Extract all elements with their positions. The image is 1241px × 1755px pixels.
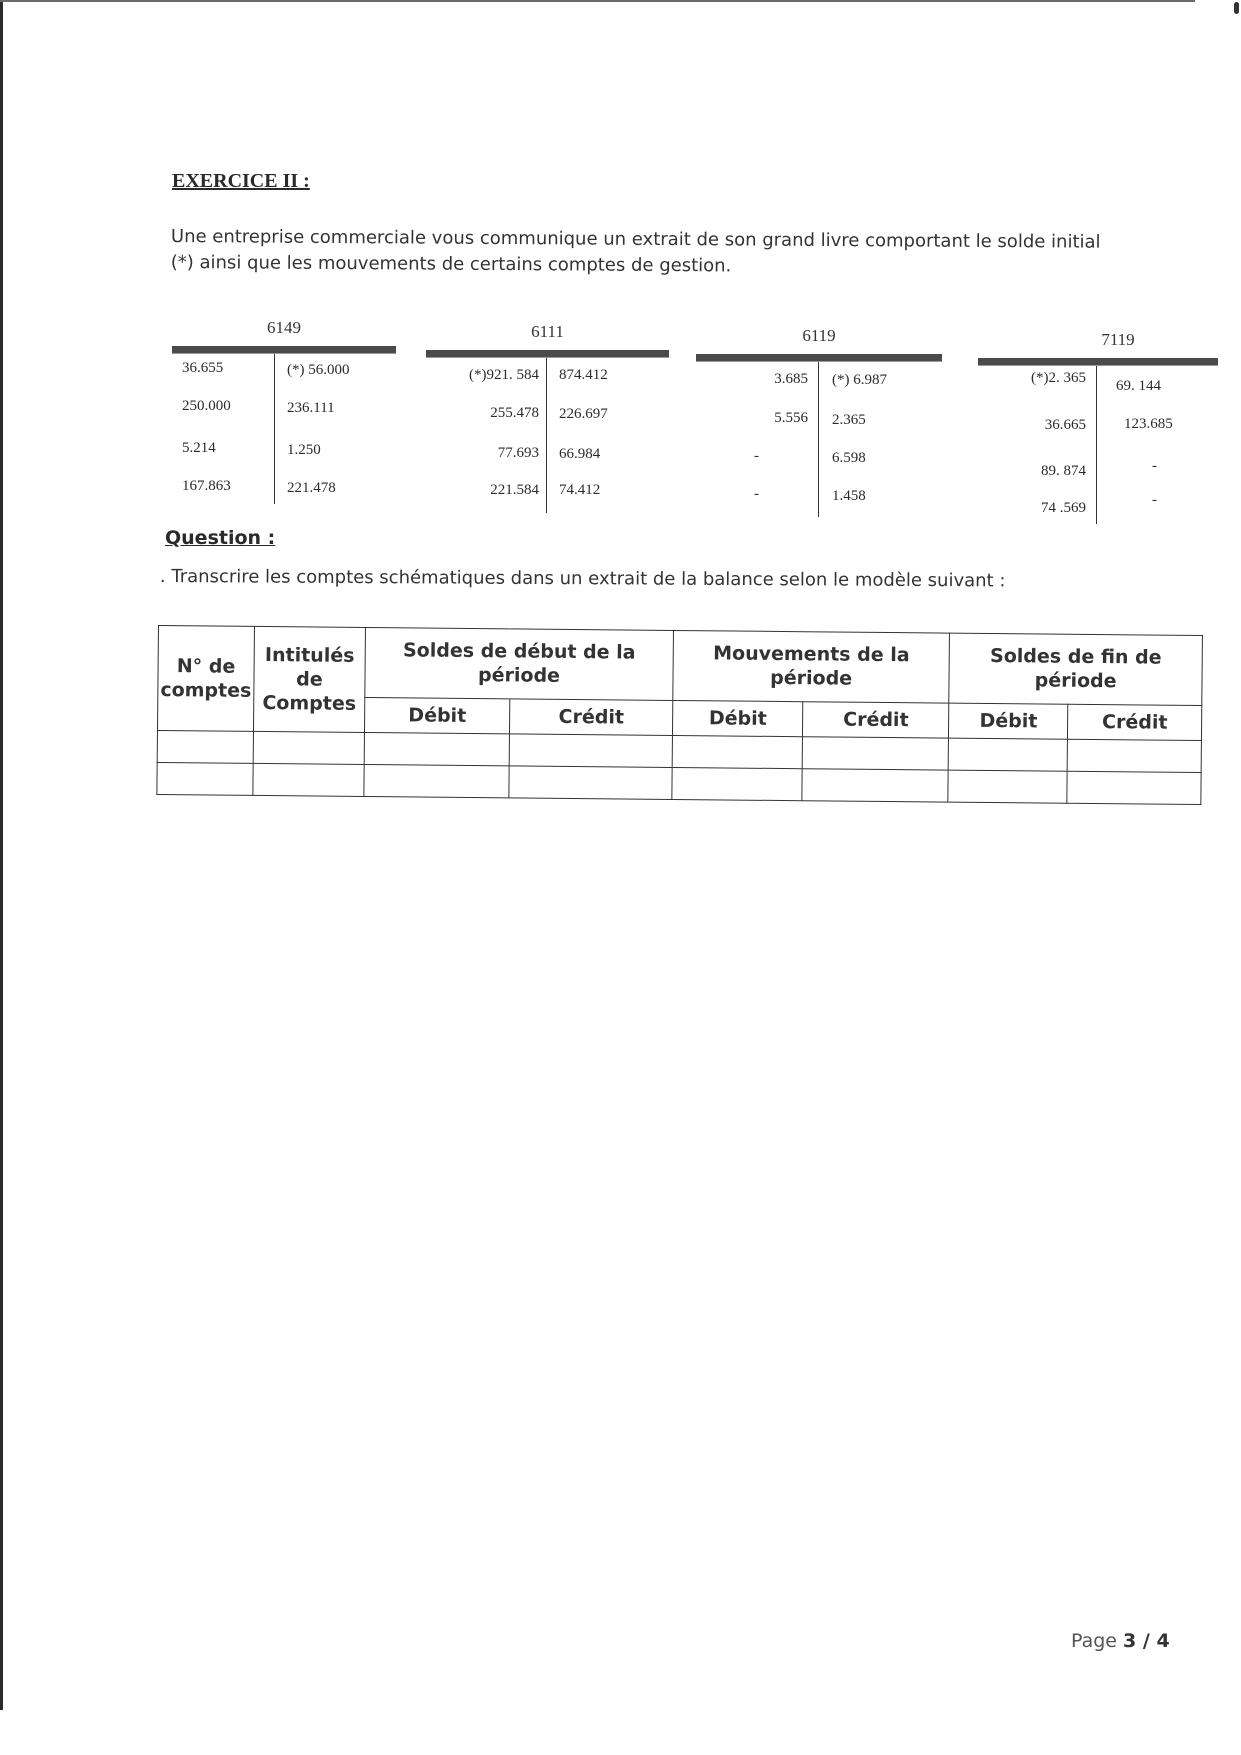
table-cell [157, 730, 253, 763]
debit-entry: 74 .569 [1041, 500, 1086, 516]
credit-entry: - [1152, 458, 1157, 474]
col-account-number: N° de comptes [157, 626, 254, 732]
account-divider [1096, 366, 1097, 524]
table-cell [364, 732, 510, 765]
question-instruction: . Transcrire les comptes schématiques dans un extrait de la balance selon le modèle suivant : [159, 566, 1006, 592]
scan-top-edge [0, 0, 1195, 2]
debit-entry: 77.693 [497, 445, 539, 461]
col-opening-debit: Débit [364, 697, 510, 734]
table-cell [1068, 739, 1202, 772]
account-number: 6119 [802, 326, 836, 345]
credit-entry: 2.365 [832, 412, 866, 428]
debit-entry: 221.584 [490, 482, 539, 498]
page-total: 4 [1156, 1630, 1170, 1652]
page-label: Page [1071, 1630, 1124, 1652]
group-opening-balance: Soldes de début de la période [365, 627, 674, 699]
question-title: Question : [165, 527, 276, 549]
col-closing-credit: Crédit [1068, 704, 1202, 741]
exercise-intro [171, 224, 1171, 282]
credit-entry: 74.412 [559, 482, 601, 498]
group-closing-balance: Soldes de fin de période [949, 633, 1202, 705]
account-header-bar [426, 350, 669, 358]
table-cell [948, 770, 1067, 803]
exercise-heading: EXERCICE II : [172, 170, 310, 192]
balance-table [156, 625, 1203, 805]
account-number: 6149 [267, 318, 301, 337]
table-cell [157, 762, 253, 795]
credit-entry: 226.697 [559, 406, 608, 422]
credit-entry: 874.412 [559, 367, 608, 383]
account-number: 7119 [1101, 330, 1135, 349]
t-account-6149 [172, 318, 396, 508]
scan-left-edge [0, 0, 3, 1710]
page-separator: / [1136, 1630, 1157, 1652]
intro-line-2: (*) ainsi que les mouvements de certains comptes de gestion. [170, 251, 732, 277]
table-cell [672, 767, 803, 800]
debit-entry: (*)2. 365 [1031, 370, 1086, 386]
debit-entry: 255.478 [490, 405, 539, 421]
credit-entry: (*) 6.987 [832, 372, 887, 388]
debit-entry: 167.863 [182, 478, 231, 494]
table-cell [509, 766, 672, 800]
page-current: 3 [1123, 1630, 1137, 1652]
col-closing-debit: Débit [949, 703, 1069, 740]
credit-entry: 1.250 [287, 442, 321, 458]
debit-entry: - [754, 486, 759, 502]
credit-entry: - [1152, 492, 1157, 508]
table-cell [948, 738, 1067, 771]
intro-line-1: Une entreprise commerciale vous communique un extrait de son grand livre comportant le solde initial [170, 225, 1101, 253]
debit-entry: 36.655 [182, 360, 224, 376]
account-divider [274, 354, 275, 504]
col-opening-credit: Crédit [510, 698, 673, 735]
col-movements-debit: Débit [673, 700, 804, 737]
account-header-bar [978, 358, 1218, 366]
credit-entry: 66.984 [559, 446, 601, 462]
debit-entry: 5.556 [774, 410, 808, 426]
col-account-title: Intitulés de Comptes [253, 626, 365, 732]
table-cell [672, 735, 803, 768]
account-number: 6111 [531, 322, 564, 341]
t-account-7119 [978, 330, 1218, 528]
table-cell [253, 763, 364, 796]
debit-entry: 89. 874 [1041, 463, 1086, 479]
debit-entry: (*)921. 584 [469, 367, 539, 383]
credit-entry: 221.478 [287, 480, 336, 496]
table-cell [253, 731, 364, 764]
credit-entry: (*) 56.000 [287, 362, 350, 378]
group-movements: Mouvements de la période [673, 630, 950, 702]
credit-entry: 1.458 [832, 488, 866, 504]
t-account-6119 [696, 326, 942, 518]
account-header-bar [696, 354, 942, 362]
scan-mark [1234, 2, 1239, 14]
t-account-6111 [426, 322, 669, 514]
debit-entry: 36.665 [1044, 417, 1086, 433]
page-number [1071, 1630, 1170, 1652]
credit-entry: 69. 144 [1116, 378, 1161, 394]
table-cell [802, 769, 948, 802]
credit-entry: 6.598 [832, 450, 866, 466]
account-divider [818, 362, 819, 517]
debit-entry: 250.000 [182, 398, 231, 414]
table-cell [802, 737, 948, 770]
table-cell [364, 764, 510, 797]
debit-entry: - [754, 448, 759, 464]
account-header-bar [172, 346, 396, 354]
credit-entry: 236.111 [287, 400, 335, 416]
credit-entry: 123.685 [1124, 416, 1173, 432]
debit-entry: 3.685 [774, 371, 808, 387]
col-movements-credit: Crédit [803, 701, 949, 738]
debit-entry: 5.214 [182, 440, 216, 456]
table-cell [1067, 771, 1201, 804]
table-cell [509, 734, 672, 768]
account-divider [546, 358, 547, 513]
